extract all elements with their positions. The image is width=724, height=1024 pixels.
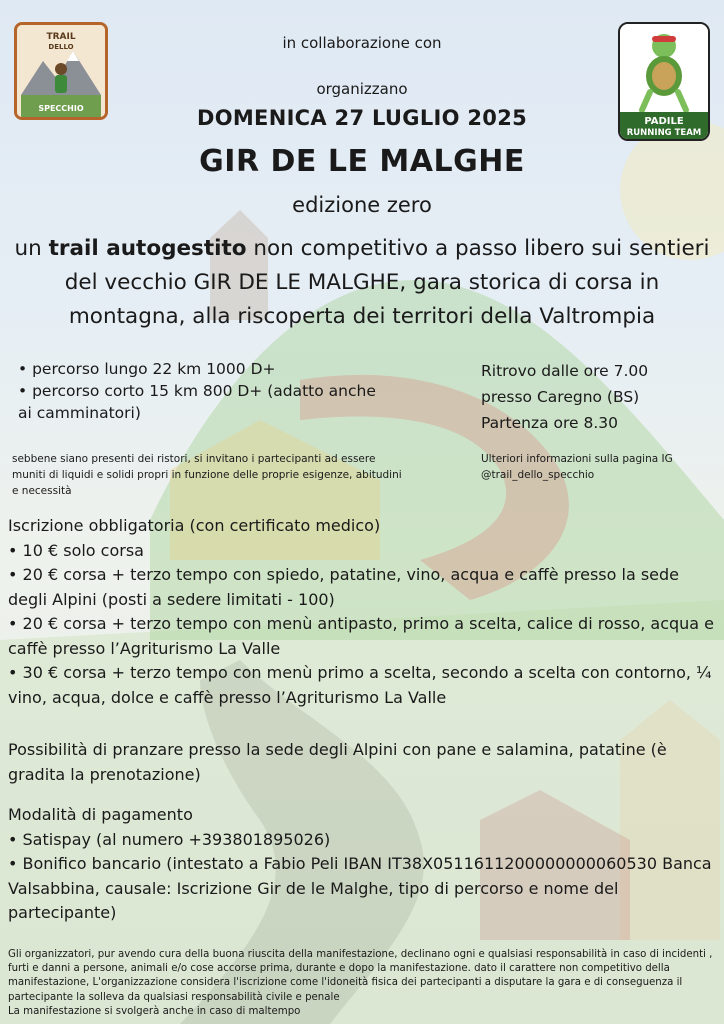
collaboration-text: in collaborazione con <box>282 34 442 52</box>
registration-item: • 20 € corsa + terzo tempo con spiedo, patatine, vino, acqua e caffè presso la sede degli Alpini (posti a sedere limitati - 100) <box>8 565 680 609</box>
event-title: GIR DE LE MALGHE <box>199 144 525 179</box>
payment-section <box>8 803 720 926</box>
info-note-line: Ulteriori informazioni sulla pagina IG <box>481 453 673 465</box>
meeting-time: Ritrovo dalle ore 7.00 <box>481 362 649 380</box>
route-item-short: • percorso corto 15 km 800 D+ (adatto anche ai camminatori) <box>18 382 376 422</box>
disclaimer-text: Gli organizzatori, pur avendo cura della buona riuscita della manifestazione, declinano ogni e qualsiasi responsabilità in caso di incidenti , furti e danni a persone, animali e/o cose accorse prima, durante e dopo la manifestazione. dato il carattere non competitivo della manifestazione, L'organizzazione considera l'iscrizione come l'idoneità fisica dei partecipanti a disputare la gara e di conseguenza il partecipante la solleva da qualsiasi responsabilità civile e penale <box>8 949 713 1003</box>
event-date: DOMENICA 27 LUGLIO 2025 <box>196 106 528 130</box>
payment-heading: Modalità di pagamento <box>8 805 193 824</box>
start-time: Partenza ore 8.30 <box>481 414 619 432</box>
registration-item: • 10 € solo corsa <box>8 540 144 560</box>
meeting-place: presso Caregno (BS) <box>481 388 640 406</box>
logo-right-line-1: PADILE <box>644 116 684 127</box>
registration-item: • 20 € corsa + terzo tempo con menù antipasto, primo a scelta, calice di rosso, acqua e caffè presso l’Agriturismo La Valle <box>8 614 715 658</box>
event-edition: edizione zero <box>292 193 432 217</box>
registration-heading: Iscrizione obbligatoria (con certificato medico) <box>8 516 381 535</box>
organizers-text: organizzano <box>316 80 408 98</box>
logo-line-3: SPECCHIO <box>38 104 84 113</box>
routes-list <box>12 358 392 424</box>
payment-item-bank: • Bonifico bancario (intestato a Fabio Peli IBAN IT38X0511611200000000060530 Banca Valsabbina, causale: Iscrizione Gir de le Malghe, tipo di percorso e nome del partecipante) <box>8 854 712 922</box>
intro-bold: trail autogestito <box>48 236 247 261</box>
registration-item: • 30 € corsa + terzo tempo con menù primo a scelta, secondo a scelta con contorno, ¼ vino, acqua, dolce e caffè presso l’Agriturismo La Valle <box>8 663 712 707</box>
instagram-handle: @trail_dello_specchio <box>481 469 595 481</box>
supplies-note: sebbene siano presenti dei ristori, si invitano i partecipanti ad essere muniti di liquidi e solidi propri in funzione delle proprie esigenze, abitudini e necessità <box>12 453 402 497</box>
intro-post: non competitivo a passo libero sui sentieri del vecchio GIR DE LE MALGHE, gara storica di corsa in montagna, alla riscoperta dei territori della Valtrompia <box>64 236 710 329</box>
disclaimer <box>8 948 716 1019</box>
payment-item-satispay: • Satispay (al numero +393801895026) <box>8 829 331 849</box>
logo-right-line-2: RUNNING TEAM <box>626 128 702 138</box>
weather-note: La manifestazione si svolgerà anche in caso di maltempo <box>8 1005 301 1017</box>
route-item-long: • percorso lungo 22 km 1000 D+ <box>18 360 276 378</box>
meeting-info <box>481 358 711 436</box>
intro-paragraph <box>8 232 716 334</box>
info-note <box>481 451 711 483</box>
registration-section <box>8 514 720 710</box>
lunch-info: Possibilità di pranzare presso la sede degli Alpini con pane e salamina, patatine (è gradita la prenotazione) <box>8 740 667 784</box>
logo-line-2: DELLO <box>48 43 74 51</box>
intro-pre: un <box>14 236 49 261</box>
logo-line-1: TRAIL <box>46 32 76 42</box>
